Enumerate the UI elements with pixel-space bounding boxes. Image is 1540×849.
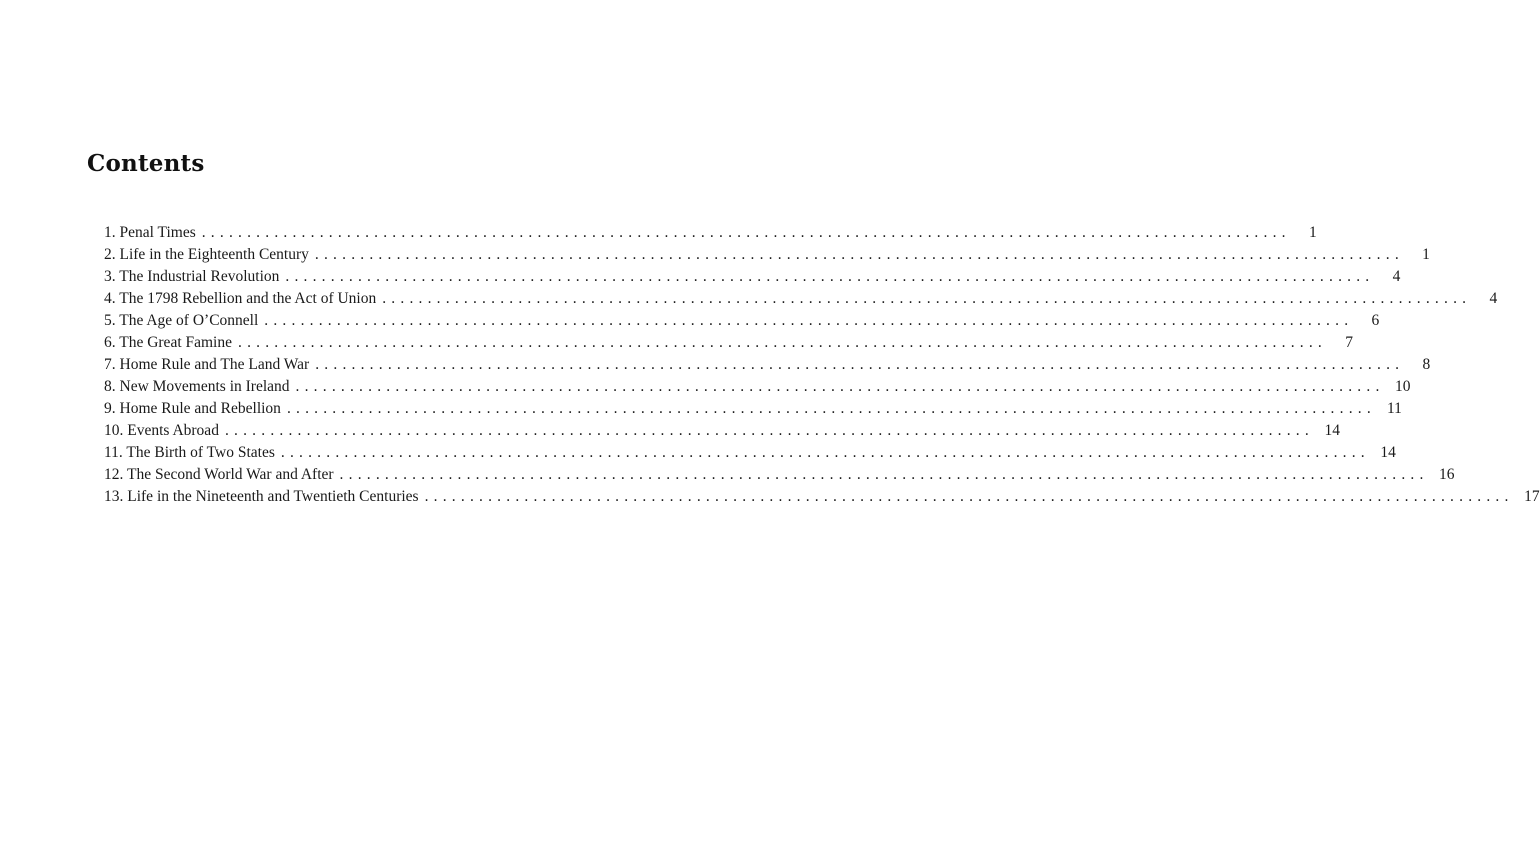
toc-entry-title: The Second World War and After	[126, 466, 334, 483]
toc-dot-leader: ........................................................................................................................	[286, 400, 1376, 417]
toc-entry-label	[104, 288, 382, 310]
toc-entry[interactable]	[104, 266, 1401, 288]
toc-entry[interactable]	[104, 442, 1396, 464]
toc-entry-label	[104, 464, 340, 486]
toc-entry-number: 9.	[104, 400, 116, 417]
toc-entry[interactable]	[104, 354, 1431, 376]
toc-entry-page: 1	[1308, 224, 1317, 241]
toc-entry-number: 1.	[104, 224, 116, 241]
toc-dot-leader: ........................................................................................................................	[382, 290, 1472, 307]
toc-dot-leader: ........................................................................................................................	[201, 224, 1291, 241]
toc-dot-leader: ........................................................................................................................	[224, 422, 1314, 439]
toc-entry[interactable]	[104, 222, 1317, 244]
toc-entry[interactable]	[104, 288, 1498, 310]
toc-entry-number: 7.	[104, 356, 116, 373]
toc-dot-leader: ........................................................................................................................	[264, 312, 1354, 329]
toc-entry-label	[104, 398, 287, 420]
toc-entry-title: Home Rule and The Land War	[119, 356, 310, 373]
toc-entry-number: 6.	[104, 334, 116, 351]
toc-entry-number: 12.	[104, 466, 124, 483]
toc-entry-page: 1	[1422, 246, 1430, 263]
toc-entry-number: 3.	[104, 268, 116, 285]
table-of-contents	[104, 222, 1540, 508]
toc-dot-leader: ........................................................................................................................	[314, 246, 1404, 263]
toc-entry-title: The 1798 Rebellion and the Act of Union	[119, 290, 377, 307]
toc-dot-leader: ........................................................................................................................	[424, 488, 1514, 505]
toc-entry-number: 2.	[104, 246, 116, 263]
toc-entry-label	[104, 420, 225, 442]
toc-dot-leader: ........................................................................................................................	[285, 268, 1375, 285]
toc-entry[interactable]	[104, 376, 1411, 398]
toc-entry-page: 7	[1345, 334, 1353, 351]
toc-dot-leader: ........................................................................................................................	[315, 356, 1405, 373]
toc-entry-title: The Industrial Revolution	[119, 268, 280, 285]
toc-entry-label	[104, 376, 296, 398]
toc-entry-label	[104, 486, 425, 508]
toc-entry-number: 4.	[104, 290, 116, 307]
toc-entry-page: 4	[1489, 290, 1498, 307]
toc-entry-page: 17	[1524, 488, 1540, 505]
toc-entry-page: 14	[1380, 444, 1396, 461]
toc-entry-title: The Great Famine	[119, 334, 232, 351]
toc-entry-title: Events Abroad	[127, 422, 219, 439]
toc-entry-page: 6	[1371, 312, 1380, 329]
toc-entry-title: The Age of O’Connell	[119, 312, 259, 329]
toc-entry-title: Penal Times	[119, 224, 196, 241]
toc-entry-label	[104, 442, 281, 464]
toc-entry-title: Life in the Nineteenth and Twentieth Centuries	[127, 488, 419, 505]
toc-entry-page: 4	[1392, 268, 1401, 285]
toc-entry[interactable]	[104, 420, 1340, 442]
toc-entry-number: 5.	[104, 312, 116, 329]
toc-entry-label	[104, 244, 315, 266]
toc-entry-number: 11.	[104, 444, 123, 461]
toc-entry-title: Home Rule and Rebellion	[119, 400, 281, 417]
toc-entry-label	[104, 332, 238, 354]
toc-dot-leader: ........................................................................................................................	[280, 444, 1370, 461]
toc-entry-label	[104, 222, 202, 244]
toc-dot-leader: ........................................................................................................................	[295, 378, 1385, 395]
toc-entry[interactable]	[104, 486, 1540, 508]
toc-entry[interactable]	[104, 332, 1353, 354]
toc-entry-number: 10.	[104, 422, 124, 439]
toc-dot-leader: ........................................................................................................................	[238, 334, 1327, 351]
toc-entry-label	[104, 354, 315, 376]
toc-entry-page: 10	[1395, 378, 1411, 395]
toc-entry[interactable]	[104, 310, 1380, 332]
toc-entry-number: 8.	[104, 378, 116, 395]
toc-entry-page: 8	[1422, 356, 1431, 373]
toc-entry-page: 11	[1387, 400, 1402, 417]
toc-entry-number: 13.	[104, 488, 124, 505]
toc-entry[interactable]	[104, 464, 1455, 486]
toc-entry-title: New Movements in Ireland	[119, 378, 290, 395]
toc-entry-page: 14	[1324, 422, 1340, 439]
toc-entry-page: 16	[1439, 466, 1455, 483]
toc-entry-title: Life in the Eighteenth Century	[119, 246, 309, 263]
toc-entry-label	[104, 310, 264, 332]
toc-entry-title: The Birth of Two States	[126, 444, 275, 461]
toc-dot-leader: ........................................................................................................................	[339, 466, 1429, 483]
toc-entry[interactable]	[104, 398, 1402, 420]
toc-entry-label	[104, 266, 285, 288]
toc-entry[interactable]	[104, 244, 1430, 266]
page-title: Contents	[87, 150, 205, 177]
